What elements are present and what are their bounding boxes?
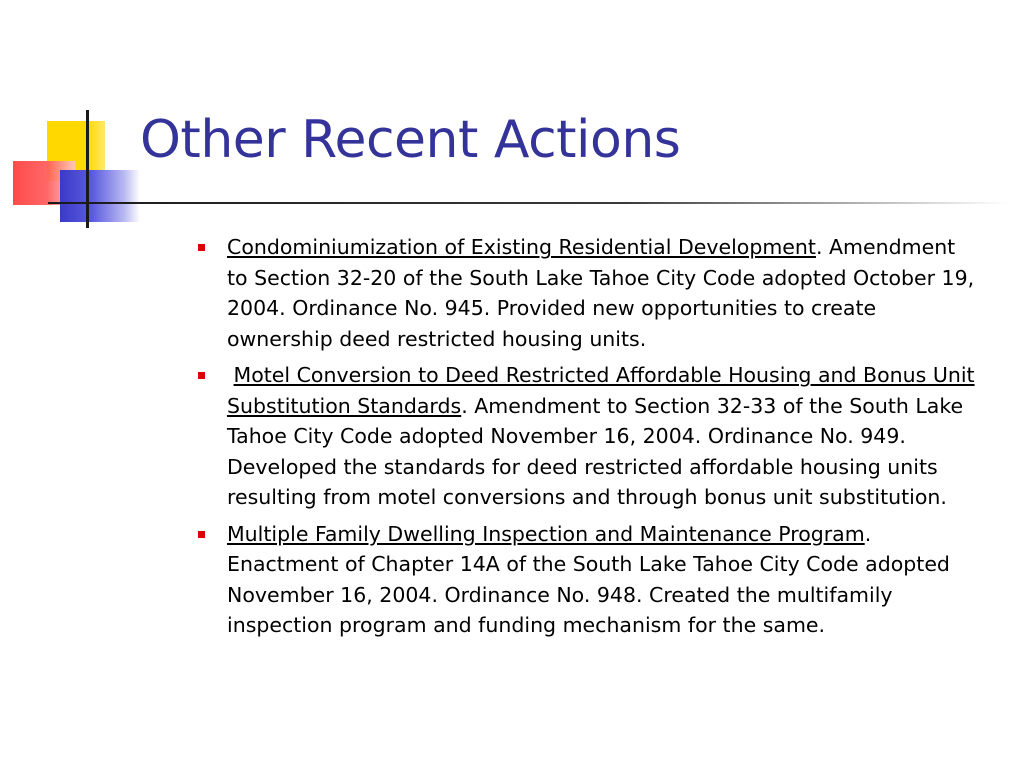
list-item bbox=[196, 519, 976, 641]
square-bullet-icon bbox=[198, 372, 205, 379]
bullet-body-text: . Amendment to Section 32-20 of the South Lake Tahoe City Code adopted October 19, 2004. Ordinance No. 945. Provided new opportunities to create ownership deed restricted housing units. bbox=[227, 235, 975, 351]
bullet-list bbox=[196, 232, 976, 647]
motel-conversion-link[interactable]: Motel Conversion to Deed Restricted Affordable Housing and Bonus Unit Substitution Standards bbox=[227, 363, 975, 418]
bullet-body-text: . Enactment of Chapter 14A of the South Lake Tahoe City Code adopted November 16, 2004. Ordinance No. 948. Created the multifamily inspection program and funding mechanism for the same. bbox=[227, 521, 950, 637]
list-item bbox=[196, 360, 976, 513]
condominiumization-link[interactable]: Condominiumization of Existing Residential Development bbox=[227, 235, 816, 259]
slide-title: Other Recent Actions bbox=[140, 110, 681, 170]
bullet-body-text: . Amendment to Section 32-33 of the South Lake Tahoe City Code adopted November 16, 2004. Ordinance No. 949. Developed the standards for deed restricted affordable housing units resulting from motel conversions and through bonus unit substitution. bbox=[227, 393, 964, 509]
square-bullet-icon bbox=[198, 244, 205, 251]
blue-square-shape bbox=[60, 170, 140, 222]
vertical-rule bbox=[86, 110, 89, 228]
title-underline-rule bbox=[48, 202, 1008, 204]
list-item bbox=[196, 232, 976, 354]
multiple-family-link[interactable]: Multiple Family Dwelling Inspection and Maintenance Program bbox=[227, 521, 865, 546]
square-bullet-icon bbox=[198, 531, 205, 538]
